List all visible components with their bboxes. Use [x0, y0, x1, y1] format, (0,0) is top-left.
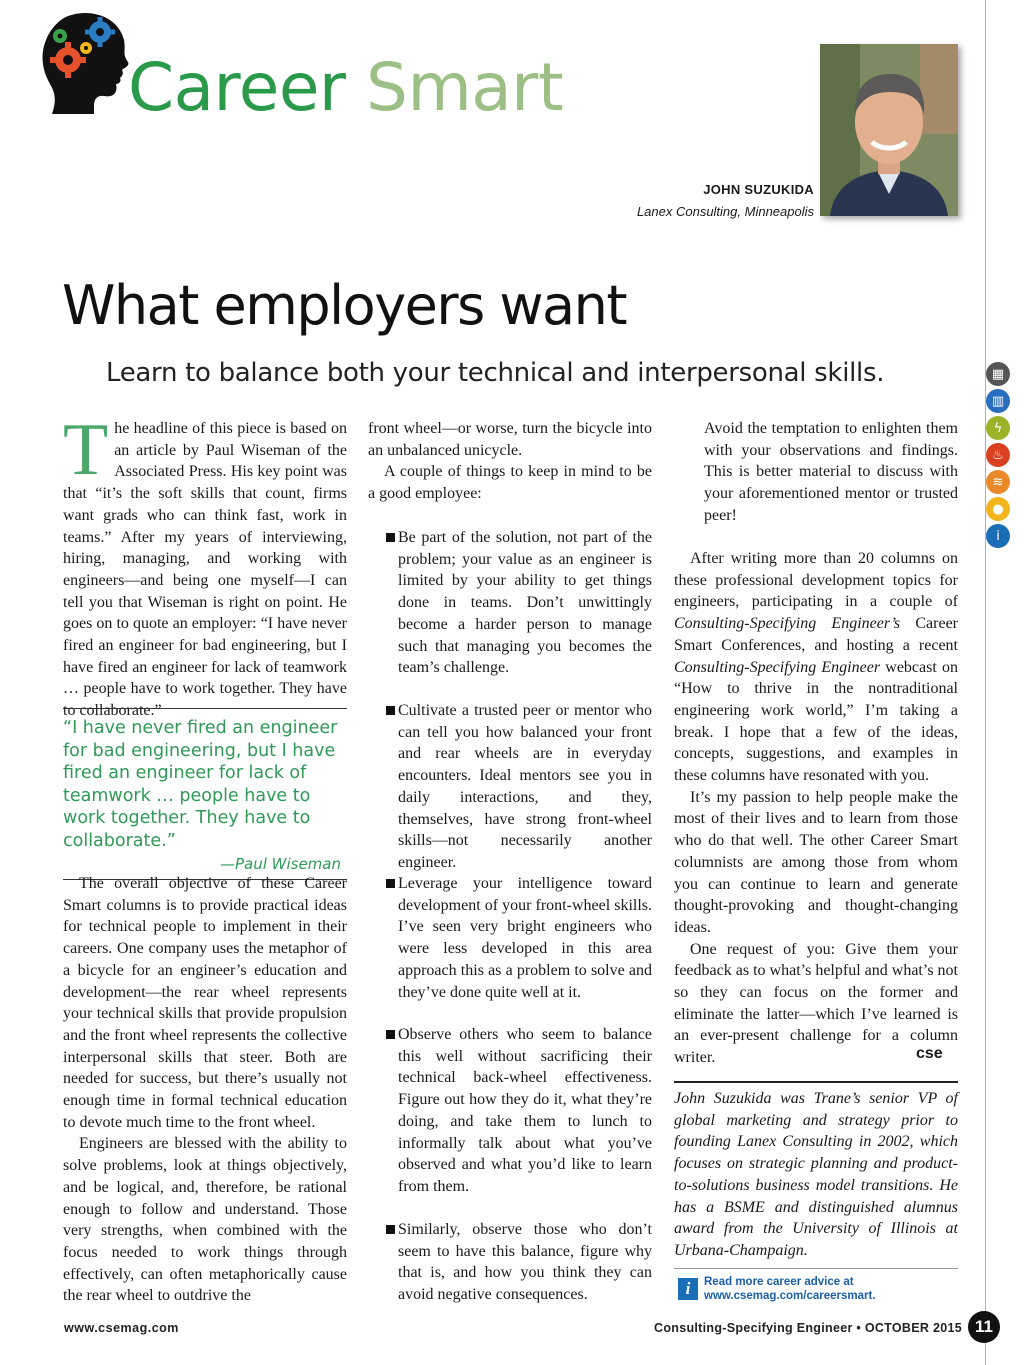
pull-quote-attribution: —Paul Wiseman [219, 854, 341, 873]
paragraph: The overall objective of these Career Smart columns is to provide practical ideas for technical people to implement in their careers. One company uses the metaphor of a bicycle for an engineer’s education and development—the rear wheel represents your technical skills that provide propulsion and the front wheel represents the collective interpersonal skills that steer. Both are needed for success, but there’s usually not enough time in formal technical education to devote much time to the front wheel. [63, 875, 347, 1131]
info-icon: i [678, 1278, 698, 1300]
heat-icon: ≋ [986, 470, 1010, 494]
bullet-item: Observe others who seem to balance this well without sacrificing their technical back-wheel effectiveness. Figure out how they do it, what they’re doing, and take them to lunch to informally talk about what you’ve observed and what you’d like to learn from them. [368, 1024, 652, 1198]
author-company: Lanex Consulting, Minneapolis [636, 204, 814, 219]
calculator-icon: ▦ [986, 362, 1010, 386]
column-title: Career Smart [128, 49, 564, 126]
paragraph: Engineers are blessed with the ability to solve problems, look at things objectively, and be logical, and, therefore, be rational enough to follow and understand. Those very strengths, when combined with the focus needed to work things through effectively, can often metaphorically cause the rear wheel to outdrive the [63, 1135, 347, 1305]
paragraph: After writing more than 20 columns on these professional development topics for engineers, participating in a couple of Consulting-Specifying Engineer’s Career Smart Conferences, and hosting a recent Consulting-Specifying Engineer webcast on “How to thrive in the nontraditional engineering work world,” I’m taking a break. I hope that a few of the ideas, concepts, suggestions, and examples in these columns have resonated with you. [674, 550, 958, 785]
footer-url: www.csemag.com [64, 1321, 179, 1335]
paragraph: It’s my passion to help people make the most of their lives and to learn from those who do that well. The other Career Smart columnists are among those from whom you can continue to learn and generate thought-provoking and thought-changing ideas. [674, 788, 958, 936]
bullet-item: Leverage your intelligence toward development of your front-wheel skills. I’ve seen very bright engineers who were less developed in this area approach this as a problem to solve and they’ve done quite well at it. [368, 873, 652, 1003]
column-1-body [63, 873, 347, 1307]
author-name: JOHN SUZUKIDA [703, 182, 814, 197]
page-edge-rule [985, 0, 986, 1365]
deck-subtitle: Learn to balance both your technical and interpersonal skills. [106, 358, 885, 388]
lightning-icon: ϟ [986, 416, 1010, 440]
bullet-item: Cultivate a trusted peer or mentor who can tell you how balanced your front and rear wheels are in everyday encounters. Ideal mentors see you in daily interactions, and they, themselves, have strong front-wheel skills—not necessarily another engineer. [368, 700, 652, 874]
column-2-lead [368, 418, 652, 505]
column-1-intro [63, 409, 347, 722]
building-icon: ▥ [986, 389, 1010, 413]
lightbulb-icon: ● [986, 497, 1010, 521]
author-bio: John Suzukida was Trane’s senior VP of global marketing and strategy prior to founding Lanex Consulting in 2002, which focuses on strategic planning and product-to-solutions business model transitions. He has a BSME and distinguished alumnus award from the University of Illinois at Urbana-Champaign. [674, 1090, 958, 1259]
bullet-item: Similarly, observe those who don’t seem to have this balance, figure why that is, and how you think they can avoid negative consequences. [368, 1219, 652, 1306]
paragraph: One request of you: Give them your feedback as to what’s helpful and what’s not so they can focus on the former and eliminate the latter—which I’ve learned is an ever-present challenge for a column writer. [674, 940, 958, 1067]
drop-cap: T [63, 409, 109, 491]
info-icon: i [986, 524, 1010, 548]
read-more-link[interactable]: Read more career advice at www.csemag.com/careersmart. [704, 1276, 876, 1302]
column-3-body [674, 548, 958, 1069]
paragraph: A couple of things to keep in mind to be a good employee: [368, 463, 652, 503]
bio-divider [674, 1081, 958, 1083]
bullet-continuation: Avoid the temptation to enlighten them with your observations and findings. This is better material to discuss with your aforementioned mentor or trusted peer! [704, 420, 958, 524]
pull-quote [63, 708, 347, 880]
bullet-item: Be part of the solution, not part of the problem; your value as an engineer is limited by your ability to get things done in teams. Don’t unwittingly become a harder person to manage such that managing you becomes the team’s challenge. [368, 527, 652, 679]
page-title: What employers want [62, 274, 627, 337]
readmore-divider [674, 1268, 958, 1269]
career-smart-logo-icon [38, 10, 130, 114]
page-number: 11 [968, 1311, 1000, 1343]
pull-quote-text: “I have never fired an engineer for bad engineering, but I have fired an engineer for lack of teamwork … people have to work together. They have to collaborate.” [63, 718, 338, 851]
end-mark: cse [916, 1045, 943, 1062]
author-photo [820, 44, 958, 216]
footer-publication: Consulting-Specifying Engineer • OCTOBER 2015 [654, 1321, 962, 1335]
paragraph: front wheel—or worse, turn the bicycle into an unbalanced unicycle. [368, 420, 652, 459]
intro-paragraph: he headline of this piece is based on an article by Paul Wiseman of the Associated Press. His key point was that “it’s the soft skills that count, firms want grads who can think fast, work in teams.” After my years of interviewing, hiring, managing, and working with engineers—and being one myself—I can tell you that Wiseman is right on point. He goes on to quote an employer: “I have never fired an engineer for bad engineering, but I have fired an engineer for lack of teamwork … people have to work together. They have to collaborate.” [63, 420, 347, 720]
fire-icon: ♨ [986, 443, 1010, 467]
